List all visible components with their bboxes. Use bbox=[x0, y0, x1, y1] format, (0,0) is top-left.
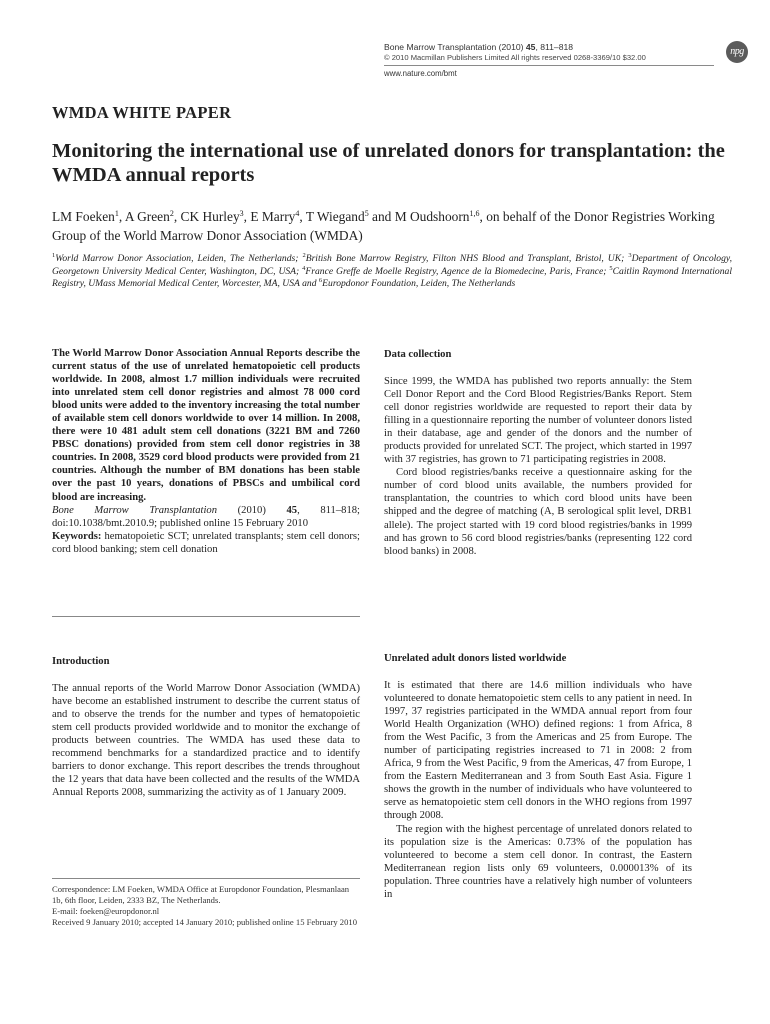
abstract bbox=[52, 347, 360, 556]
author-name: M Oudshoorn bbox=[394, 209, 470, 224]
affiliation-text: British Bone Marrow Registry, Filton NHS Blood and Transplant, Bristol, UK; bbox=[305, 253, 629, 264]
affiliation-text: Caitlin Raymond International Registry, UMass Memorial Medical Center, Worcester, MA, USA and bbox=[52, 265, 732, 290]
author-group-note: , on behalf of the Donor Registries Working Group of the World Marrow Donor Association (WMDA) bbox=[52, 209, 715, 243]
citation-journal: Bone Marrow Transplantation bbox=[52, 504, 218, 516]
masthead-rule bbox=[384, 65, 714, 66]
author-name: A Green bbox=[124, 209, 170, 224]
unrelated-donors-paragraph: The region with the highest percentage of unrelated donors related to its population size is the Americas: 0.73% of the population has volunteered to become a stem cell donor. In contrast, the Eastern Mediterranean region lists only 69 volunteers, 0.000013% of its population. Three countries have a relatively high number of volunteers in bbox=[384, 823, 692, 900]
abstract-text: The World Marrow Donor Association Annual Reports describe the current status of the use of unrelated hematopoietic cell products worldwide. In 2008, almost 1.7 million individuals were recruited into unrelated stem cell donor registries and almost 78 000 cord blood units were added to the inventory increasing the total number of available stem cell donors worldwide to over 14 million. In 2008, there were 10 481 adult stem cell donations (3221 BM and 7260 PBSC donations) provided from stem cell donor registries in 38 countries. In 2008, 3529 cord blood products were provided from 21 countries. Although the number of BM donations has been stable over the past 10 years, donations of PBSCs and umbilical cord blood are increasing. bbox=[52, 348, 360, 503]
data-collection-paragraph: Cord blood registries/banks receive a questionnaire asking for the number of cord blood units available, the numbers provided for transplantation, the countries to which cord blood units have been shipped and the degree of matching (A, B serological split level, DRB1 allele). The project started with 19 cord blood registries/banks in 1999 and has grown to 56 cord blood registries/banks (representing 122 cord blood banks) in 2008. bbox=[384, 467, 692, 557]
citation-year: (2010) bbox=[217, 504, 287, 516]
affiliation-mark: 1 bbox=[52, 252, 56, 259]
affiliation-mark: 5 bbox=[609, 264, 613, 272]
introduction-paragraph: The annual reports of the World Marrow Donor Association (WMDA) have become an established instrument to describe the current status of and to observe the trends for the number and types of hematopoietic stem cell products provided worldwide and to monitor the exchange of products between countries. The WMDA has used these data to recommend benchmarks for a standardized practice and to identify barriers to donor exchange. This report describes the trends throughout the 12 years that data have been collected and the results of the WMDA Annual Reports 2008, summarizing the activity as of 1 January 2009. bbox=[52, 683, 360, 799]
data-collection-paragraph: Since 1999, the WMDA has published two reports annually: the Stem Cell Donor Report and the Cord Blood Registries/Banks Report. Stem cell donor registries worldwide are requested to report their data by filling in a questionnaire reporting the number of volunteer donors listed in their database, age and gender of the donors and the number of products provided for unrelated SCT. The project, which started in 1997 with 37 registries, has grown to 71 participating registries in 2008. bbox=[384, 376, 692, 466]
affiliations bbox=[52, 253, 732, 291]
keywords bbox=[52, 530, 360, 556]
journal-name: Bone Marrow Transplantation (2010) bbox=[384, 42, 524, 52]
article-history: Received 9 January 2010; accepted 14 January 2010; published online 15 February 2010 bbox=[52, 917, 357, 927]
journal-url[interactable]: www.nature.com/bmt bbox=[384, 69, 457, 78]
author-affiliation-mark: 4 bbox=[295, 209, 300, 218]
author-name: E Marry bbox=[250, 209, 296, 224]
introduction-section bbox=[52, 655, 360, 799]
affiliation-text: Europdonor Foundation, Leiden, The Netherlands bbox=[322, 278, 516, 290]
author-list bbox=[52, 207, 732, 245]
keywords-label: Keywords: bbox=[52, 530, 102, 542]
introduction-heading: Introduction bbox=[52, 656, 110, 667]
affiliation-text: France Greffe de Moelle Registry, Agence de la Biomedecine, Paris, France; bbox=[305, 265, 610, 277]
article-title: Monitoring the international use of unrelated donors for transplantation: the WMDA annual reports bbox=[52, 140, 725, 186]
author-separator: and bbox=[368, 209, 395, 224]
correspondence-address: Correspondence: LM Foeken, WMDA Office at Europdonor Foundation, Plesmanlaan 1b, 6th floor, Leiden, 2333 BZ, The Netherlands. bbox=[52, 884, 350, 905]
citation-rest[interactable]: , 811–818; doi:10.1038/bmt.2010.9; published online 15 February 2010 bbox=[52, 504, 360, 529]
journal-masthead bbox=[384, 42, 714, 78]
author-affiliation-mark: 2 bbox=[169, 209, 174, 218]
affiliation-mark: 4 bbox=[302, 264, 306, 272]
journal-volume: 45 bbox=[525, 42, 536, 52]
journal-citation bbox=[384, 42, 714, 53]
data-collection-section bbox=[384, 348, 692, 558]
author-separator: , bbox=[243, 209, 251, 224]
author-separator: , bbox=[299, 209, 306, 224]
npg-logo: npg bbox=[726, 41, 748, 63]
author-affiliation-mark: 5 bbox=[364, 209, 369, 218]
copyright-line: © 2010 Macmillan Publishers Limited All rights reserved 0268-3369/10 $32.00 bbox=[384, 53, 646, 62]
affiliation-text: World Marrow Donor Association, Leiden, The Netherlands; bbox=[55, 253, 303, 264]
abstract-citation bbox=[52, 504, 360, 530]
author-name: CK Hurley bbox=[180, 209, 240, 224]
affiliation-text: Department of Oncology, Georgetown University Medical Center, Washington, DC, USA; bbox=[52, 253, 733, 277]
author-name: T Wiegand bbox=[305, 209, 365, 224]
unrelated-donors-paragraph: It is estimated that there are 14.6 million individuals who have volunteered to donate hematopoietic stem cells to any patient in need. In 1997, 37 registries participated in the WMDA annual report from four World Health Organization (WHO) defined regions: 1 from Africa, 8 from the West Pacific, 3 from the Americas and 25 from Europe. The number of participating registries increased to 71 in 2008: 2 from Africa, 9 from the West Pacific, 9 from the Americas, 47 from Europe, 1 from the Eastern Mediterranean and 3 from South East Asia. Figure 1 shows the growth in the number of individuals who have volunteered to serve as hematopoietic stem cell donors in the WHO regions from 1997 through 2008. bbox=[384, 680, 692, 822]
affiliation-mark: 2 bbox=[302, 252, 306, 259]
author-affiliation-mark: 3 bbox=[239, 209, 244, 218]
author-name: LM Foeken bbox=[52, 209, 115, 224]
unrelated-donors-heading: Unrelated adult donors listed worldwide bbox=[384, 653, 567, 664]
section-label: WMDA WHITE PAPER bbox=[52, 103, 232, 122]
affiliation-mark: 3 bbox=[628, 252, 632, 259]
unrelated-donors-section bbox=[384, 652, 692, 901]
author-separator: , bbox=[173, 209, 181, 224]
citation-volume: 45 bbox=[286, 504, 298, 516]
keywords-list: hematopoietic SCT; unrelated transplants; stem cell donors; cord blood banking; stem cell donation bbox=[52, 530, 360, 555]
correspondence-footnote bbox=[52, 884, 360, 928]
correspondence-email[interactable]: E-mail: foeken@europdonor.nl bbox=[52, 906, 160, 916]
author-affiliation-mark: 1,6 bbox=[469, 209, 480, 218]
affiliation-mark: 6 bbox=[318, 277, 323, 285]
abstract-divider bbox=[52, 616, 360, 617]
footnote-divider bbox=[52, 878, 360, 879]
author-separator: , bbox=[118, 209, 125, 224]
data-collection-heading: Data collection bbox=[384, 349, 452, 360]
author-affiliation-mark: 1 bbox=[114, 209, 119, 218]
journal-pages: , 811–818 bbox=[535, 42, 574, 52]
